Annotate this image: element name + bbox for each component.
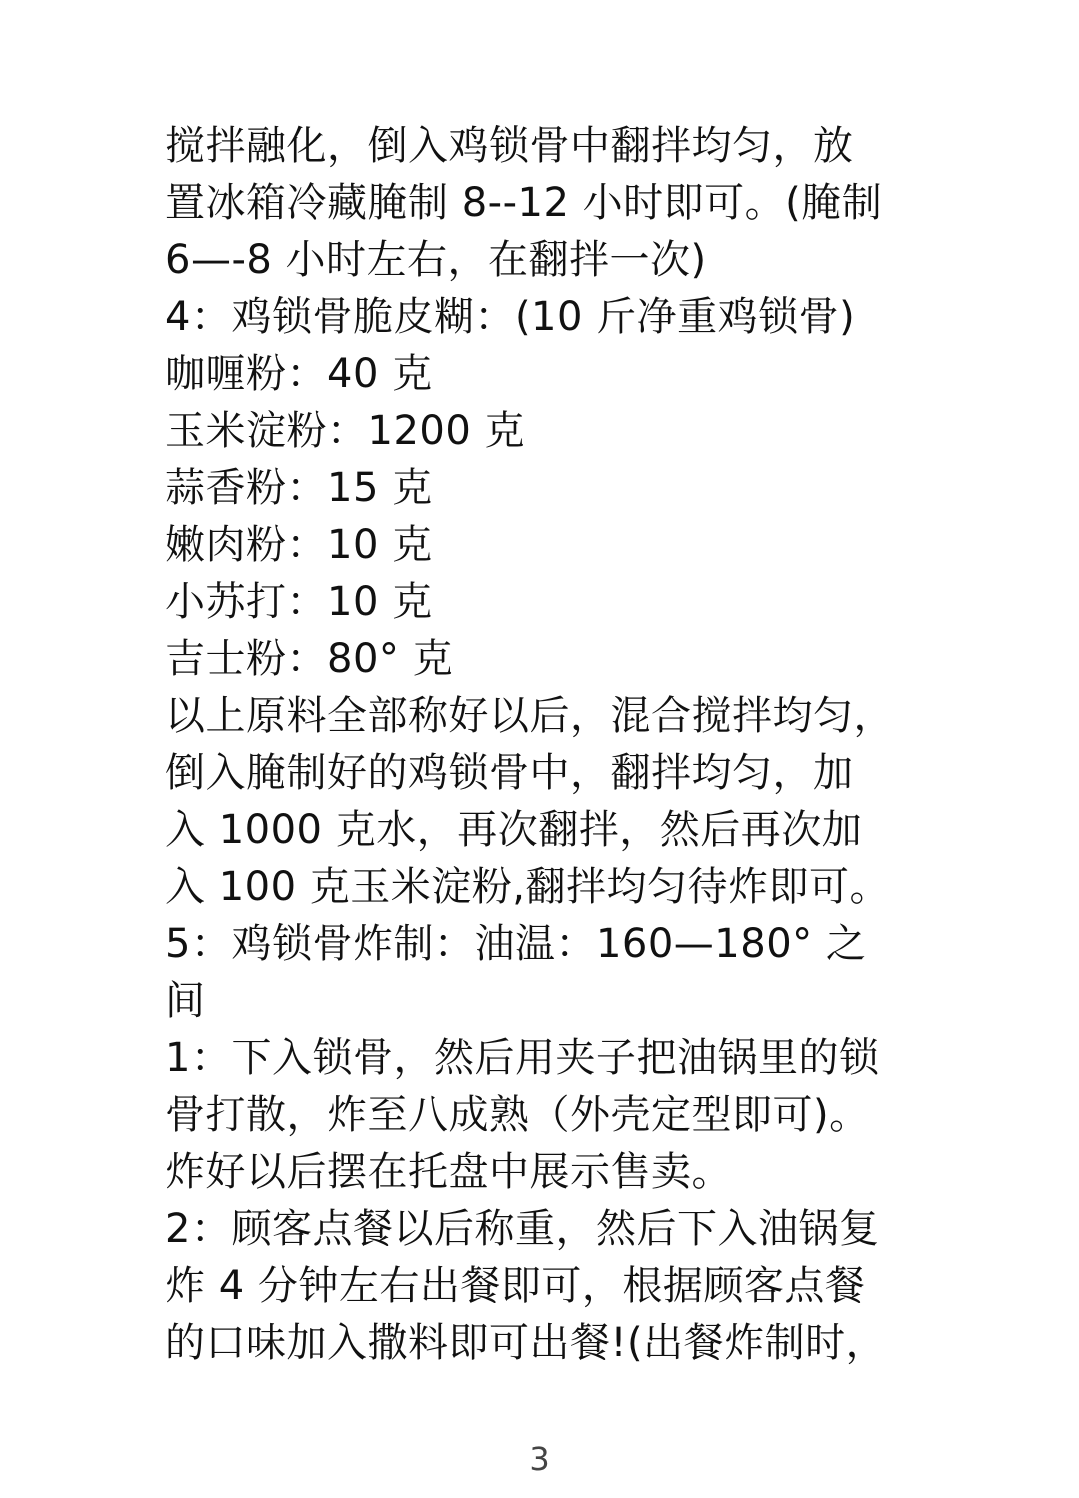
text-line: 炸好以后摆在托盘中展示售卖。 <box>165 1149 732 1195</box>
section-heading: 5：鸡锁骨炸制：油温：160—180° 之 <box>165 921 867 967</box>
step-line: 2：顾客点餐以后称重，然后下入油锅复 <box>165 1206 880 1252</box>
text-line: 倒入腌制好的鸡锁骨中，翻拌均匀，加 <box>165 750 854 796</box>
text-line: 间 <box>165 978 206 1024</box>
ingredient-line: 吉士粉：80° 克 <box>165 636 454 682</box>
text-line: 炸 4 分钟左右出餐即可，根据顾客点餐 <box>165 1263 866 1309</box>
text-line: 的口味加入撒料即可出餐!(出餐炸制时， <box>165 1320 887 1366</box>
step-line: 1：下入锁骨，然后用夹子把油锅里的锁 <box>165 1035 880 1081</box>
text-line: 搅拌融化，倒入鸡锁骨中翻拌均匀，放 <box>165 123 854 169</box>
section-heading: 4：鸡锁骨脆皮糊：(10 斤净重鸡锁骨) <box>165 294 856 340</box>
ingredient-line: 小苏打：10 克 <box>165 579 433 625</box>
ingredient-line: 嫩肉粉：10 克 <box>165 522 433 568</box>
document-body <box>165 118 925 1372</box>
ingredient-line: 玉米淀粉：1200 克 <box>165 408 526 454</box>
page-number: 3 <box>529 1440 550 1478</box>
text-line: 6—-8 小时左右，在翻拌一次) <box>165 237 707 283</box>
ingredient-line: 蒜香粉：15 克 <box>165 465 433 511</box>
ingredient-line: 咖喱粉：40 克 <box>165 351 433 397</box>
text-line: 置冰箱冷藏腌制 8--12 小时即可。(腌制 <box>165 180 883 226</box>
text-line: 入 100 克玉米淀粉,翻拌均匀待炸即可。 <box>165 864 890 910</box>
text-line: 入 1000 克水，再次翻拌，然后再次加 <box>165 807 863 853</box>
text-line: 以上原料全部称好以后，混合搅拌均匀， <box>165 693 894 739</box>
text-line: 骨打散，炸至八成熟（外壳定型即可)。 <box>165 1092 870 1138</box>
